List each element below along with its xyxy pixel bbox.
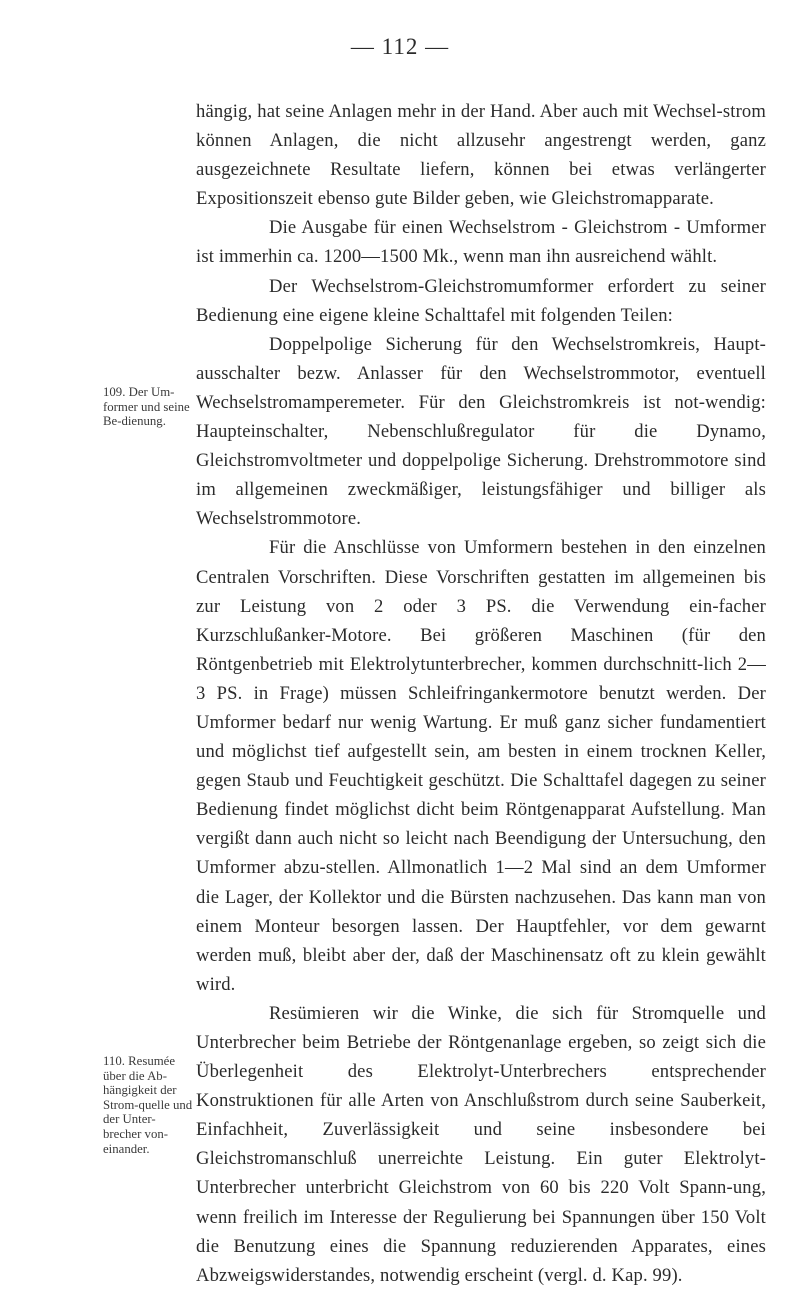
main-text-column xyxy=(196,97,766,1290)
page-number-header: — 112 — xyxy=(350,34,450,59)
paragraph-schalttafel-parts: Doppelpolige Sicherung für den Wechselstromkreis, Haupt-ausschalter bezw. Anlasser für den Wechselstrommotor, eventuell Wechselstromamperemeter. Für den Gleichstromkreis ist not-wendig: Haupteinschalter, Nebenschlußregulator für die Dynamo, Gleichstromvoltmeter und doppelpolige Sicherung. Drehstrommotore sind im allgemeinen zweckmäßiger, leistungsfähiger und billiger als Wechselstrommotore. xyxy=(196,333,766,530)
paragraph-anschluesse: Für die Anschlüsse von Umformern bestehen in den einzelnen Centralen Vorschriften. Diese Vorschriften gestatten im allgemeinen bis zur Leistung von 2 oder 3 PS. die Verwendung ein-facher Kurzschlußanker-Motore. Bei größeren Maschinen (für den Röntgenbetrieb mit Elektrolytunterbrecher, kommen durchschnitt-lich 2—3 PS. in Frage) müssen Schleifringankermotore benutzt werden. Der Umformer bedarf nur wenig Wartung. Er muß ganz sicher fundamentiert und möglichst tief aufgestellt sein, am besten in einem trocknen Keller, gegen Staub und Feuchtigkeit geschützt. Die Schalttafel dagegen zu seiner Bedienung findet möglichst dicht beim Röntgenapparat Aufstellung. Man vergißt dann auch nicht so leicht nach Beendigung der Untersuchung, den Umformer abzu-stellen. Allmonatlich 1—2 Mal sind an dem Umformer die Lager, der Kollektor und die Bürsten nachzusehen. Das kann man von einem Monteur besorgen lassen. Der Hauptfehler, vor dem gewarnt werden muß, bleibt aber der, daß der Maschinensatz oft zu klein gewählt wird. xyxy=(196,537,766,995)
margin-note-section-109: 109. Der Um-former und seine Be-dienung. xyxy=(103,385,190,429)
margin-note-section-110: 110. Resumée über die Ab-hängigkeit der Strom-quelle und der Unter-brecher von-einander. xyxy=(103,1054,193,1156)
paragraph-section-109-intro: Der Wechselstrom-Gleichstromumformer erfordert zu seiner Bedienung eine eigene kleine Schalttafel mit folgenden Teilen: xyxy=(196,275,766,326)
paragraph-umformer-cost: Die Ausgabe für einen Wechselstrom - Gleichstrom - Umformer ist immerhin ca. 1200—1500 Mk., wenn man ihn ausreichend wählt. xyxy=(196,217,766,268)
paragraph-section-110-summary: Resümieren wir die Winke, die sich für Stromquelle und Unterbrecher beim Betriebe der Röntgenanlage ergeben, so zeigt sich die Überlegenheit des Elektrolyt-Unterbrechers entsprechender Konstruktionen für alle Arten von Anschlußstrom durch seine Sauberkeit, Einfachheit, Zuverlässigkeit und seine insbesondere bei Gleichstromanschluß unerreichte Leistung. Ein guter Elektrolyt-Unterbrecher unterbricht Gleichstrom von 60 bis 220 Volt Spann-ung, wenn freilich im Interesse der Regulierung bei Spannungen über 150 Volt die Benutzung eines die Spannung reduzierenden Apparates, eines Abzweigswiderstandes, notwendig erscheint (vergl. d. Kap. 99). xyxy=(196,1002,766,1286)
paragraph-continuation: hängig, hat seine Anlagen mehr in der Hand. Aber auch mit Wechsel-strom können Anlagen, die nicht allzusehr angestrengt werden, ganz ausgezeichnete Resultate liefern, können bei etwas verlängerter Expositionszeit ebenso gute Bilder geben, wie Gleichstromapparate. xyxy=(196,101,766,210)
